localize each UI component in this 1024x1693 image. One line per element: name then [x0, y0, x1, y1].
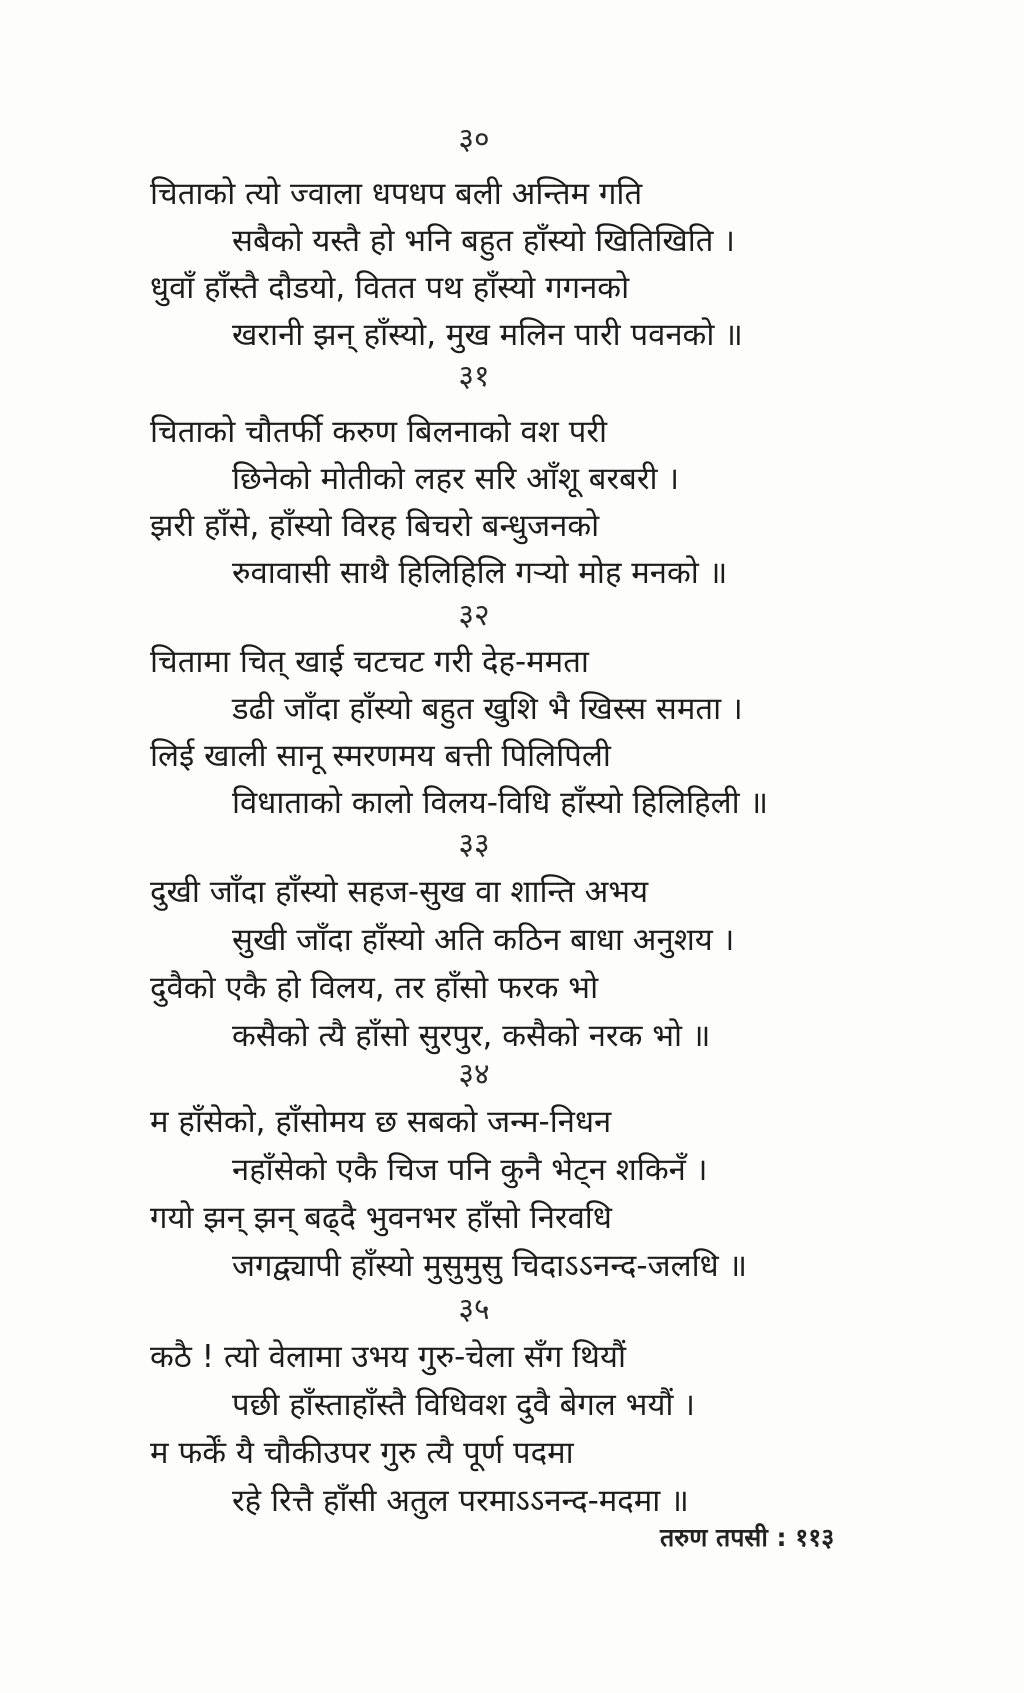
verse-line: दुखी जाँदा हाँस्यो सहज-सुख वा शान्ति अभय	[150, 874, 649, 910]
verse-line: खरानी झन् हाँस्यो, मुख मलिन पारी पवनको ॥	[232, 317, 743, 353]
verse-line: नहाँसेको एकै चिज पनि कुनै भेट्न शकिनँ ।	[232, 1152, 708, 1188]
verse-line: दुवैको एकै हो विलय, तर हाँसो फरक भो	[150, 970, 599, 1006]
verse-line: सबैको यस्तै हो भनि बहुत हाँस्यो खितिखिति ।	[232, 223, 736, 259]
verse-line: सुखी जाँदा हाँस्यो अति कठिन बाधा अनुशय ।	[232, 922, 735, 958]
verse-line: पछी हाँस्ताहाँस्तै विधिवश दुवै बेगल भयौं ।	[232, 1387, 696, 1423]
verse-line: डढी जाँदा हाँस्यो बहुत खुशि भै खिस्स समता ।	[232, 691, 743, 727]
verse-line: धुवाँ हाँस्तै दौडयो, वितत पथ हाँस्यो गगनको	[150, 270, 630, 306]
stanza-number: ३१	[458, 359, 490, 394]
verse-line: चितामा चित् खाई चटचट गरी देह-ममता	[150, 644, 589, 680]
verse-line: चिताको चौतर्फी करुण बिलनाको वश परी	[150, 414, 608, 450]
verse-line: छिनेको मोतीको लहर सरि आँशू बरबरी ।	[232, 461, 680, 497]
verse-line: म हाँसेको, हाँसोमय छ सबको जन्म-निधन	[150, 1104, 612, 1140]
stanza-number: ३२	[458, 598, 490, 633]
stanza-number: ३५	[458, 1292, 490, 1327]
stanza-number: ३०	[458, 122, 490, 157]
verse-line: कसैको त्यै हाँसो सुरपुर, कसैको नरक भो ॥	[232, 1018, 711, 1054]
verse-line: झरी हाँसे, हाँस्यो विरह बिचरो बन्धुजनको	[150, 508, 600, 544]
verse-line: चिताको त्यो ज्वाला धपधप बली अन्तिम गति	[150, 176, 643, 212]
verse-line: लिई खाली सानू स्मरणमय बत्ती पिलिपिली	[150, 738, 611, 774]
running-footer: तरुण तपसी : ११३	[660, 1523, 835, 1552]
verse-line: रहे रित्तै हाँसी अतुल परमाऽऽनन्द-मदमा ॥	[232, 1483, 689, 1519]
verse-line: गयो झन् झन् बढ्दै भुवनभर हाँसो निरवधि	[150, 1200, 612, 1236]
verse-line: कठै ! त्यो वेलामा उभय गुरु-चेला सँग थियौं	[150, 1339, 626, 1375]
verse-line: जगद्व्यापी हाँस्यो मुसुमुसु चिदाऽऽनन्द-जलधि ॥	[232, 1248, 748, 1284]
verse-line: रुवावासी साथै हिलिहिलि गऱ्यो मोह मनको ॥	[232, 555, 728, 591]
stanza-number: ३४	[458, 1057, 490, 1092]
verse-line: म फर्कें यै चौकीउपर गुरु त्यै पूर्ण पदमा	[150, 1435, 574, 1471]
stanza-number: ३३	[458, 827, 490, 862]
verse-line: विधाताको कालो विलय-विधि हाँस्यो हिलिहिली ॥	[232, 785, 769, 821]
